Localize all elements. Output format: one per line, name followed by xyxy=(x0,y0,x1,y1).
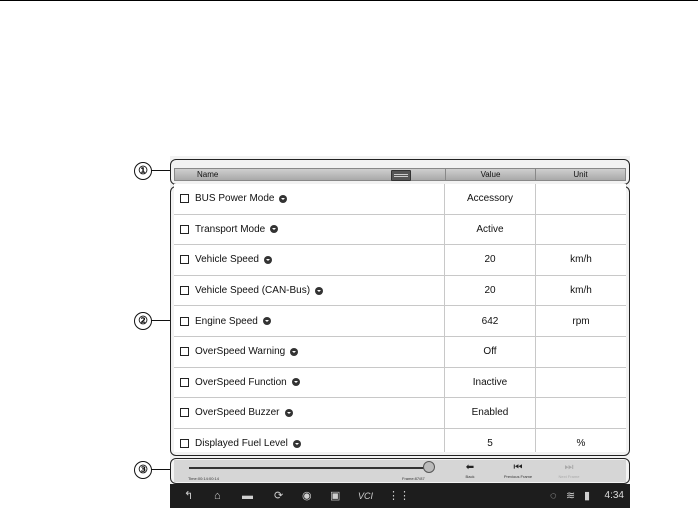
dropdown-icon[interactable] xyxy=(279,195,287,203)
refresh-icon[interactable]: ⟳ xyxy=(274,490,284,502)
table-row[interactable] xyxy=(174,398,626,429)
row-value: Accessory xyxy=(444,184,535,214)
row-name: Vehicle Speed xyxy=(195,254,259,266)
row-checkbox[interactable] xyxy=(180,347,189,356)
home-icon[interactable]: ⌂ xyxy=(214,490,221,502)
table-row[interactable] xyxy=(174,337,626,368)
dropdown-icon[interactable] xyxy=(264,256,272,264)
row-value: Inactive xyxy=(444,368,535,398)
row-value: 20 xyxy=(444,276,535,306)
row-unit xyxy=(535,368,626,398)
dropdown-icon[interactable] xyxy=(270,225,278,233)
back-arrow-icon[interactable]: ↰ xyxy=(184,490,194,502)
row-unit xyxy=(535,215,626,245)
recent-apps-icon[interactable]: ▬ xyxy=(242,490,253,502)
frame-slider-track[interactable] xyxy=(189,467,429,469)
row-unit: km/h xyxy=(535,276,626,306)
dropdown-icon[interactable] xyxy=(285,409,293,417)
playback-bar xyxy=(174,460,626,482)
callout-3: ③ xyxy=(134,461,152,479)
row-value: Off xyxy=(444,337,535,367)
row-checkbox[interactable] xyxy=(180,378,189,387)
dropdown-icon[interactable] xyxy=(292,378,300,386)
row-name: Engine Speed xyxy=(195,315,258,327)
callout-2: ② xyxy=(134,312,152,330)
row-unit xyxy=(535,184,626,214)
row-unit xyxy=(535,398,626,428)
row-name: OverSpeed Function xyxy=(195,376,287,388)
header-name[interactable] xyxy=(175,169,445,180)
table-row[interactable] xyxy=(174,184,626,215)
leader-line-1 xyxy=(151,170,170,171)
grid-icon[interactable]: ⋮⋮ xyxy=(388,490,410,502)
column-header xyxy=(174,168,626,181)
previous-frame-icon: ⏮ xyxy=(513,462,523,473)
clock: 4:34 xyxy=(604,490,624,501)
header-value[interactable]: Value xyxy=(445,169,535,180)
row-checkbox[interactable] xyxy=(180,317,189,326)
row-checkbox[interactable] xyxy=(180,225,189,234)
row-value: 20 xyxy=(444,245,535,275)
callout-1: ① xyxy=(134,162,152,180)
screen-icon[interactable]: ▣ xyxy=(330,490,341,502)
data-stream-list xyxy=(174,184,626,452)
dropdown-icon[interactable] xyxy=(263,317,271,325)
next-frame-icon: ⏭ xyxy=(564,462,574,473)
row-value: Enabled xyxy=(444,398,535,428)
row-checkbox[interactable] xyxy=(180,255,189,264)
header-unit[interactable]: Unit xyxy=(535,169,625,180)
row-checkbox[interactable] xyxy=(180,194,189,203)
table-row[interactable] xyxy=(174,276,626,307)
row-name: Displayed Fuel Level xyxy=(195,438,288,450)
row-name: Vehicle Speed (CAN-Bus) xyxy=(195,285,311,297)
dropdown-icon[interactable] xyxy=(290,348,298,356)
row-unit: % xyxy=(535,429,626,452)
row-checkbox[interactable] xyxy=(180,408,189,417)
leader-line-3 xyxy=(151,469,170,470)
row-checkbox[interactable] xyxy=(180,286,189,295)
dropdown-icon[interactable] xyxy=(315,287,323,295)
row-name: BUS Power Mode xyxy=(195,193,275,205)
table-row[interactable] xyxy=(174,429,626,452)
row-name: Transport Mode xyxy=(195,223,266,235)
row-unit: rpm xyxy=(535,306,626,336)
row-unit xyxy=(535,337,626,367)
camera-icon[interactable]: ◉ xyxy=(302,490,312,502)
row-name: OverSpeed Warning xyxy=(195,346,286,358)
dropdown-icon[interactable] xyxy=(293,440,301,448)
table-row[interactable] xyxy=(174,215,626,246)
table-row[interactable] xyxy=(174,245,626,276)
row-value: 5 xyxy=(444,429,535,452)
row-unit: km/h xyxy=(535,245,626,275)
time-label: Time:00:14:00:14 xyxy=(188,476,219,481)
wifi-icon: ≋ xyxy=(566,490,576,502)
battery-icon: ▮ xyxy=(584,490,591,502)
row-checkbox[interactable] xyxy=(180,439,189,448)
top-rule xyxy=(0,0,698,1)
previous-frame-button[interactable]: ⏮ Previous Frame xyxy=(498,462,538,482)
back-arrow-icon: ⬅ xyxy=(465,462,475,473)
row-value: Active xyxy=(444,215,535,245)
system-nav-bar xyxy=(170,484,630,508)
row-value: 642 xyxy=(444,306,535,336)
leader-line-2 xyxy=(151,320,170,321)
table-row[interactable] xyxy=(174,306,626,337)
drag-handle-icon[interactable] xyxy=(391,170,411,181)
next-frame-button[interactable]: ⏭ Next Frame xyxy=(549,462,589,482)
sync-icon: ◌ xyxy=(550,490,557,502)
frame-slider-handle[interactable] xyxy=(423,461,435,473)
frame-label: Frame:87/87 xyxy=(402,476,425,481)
header-name-label: Name xyxy=(197,170,219,179)
back-button[interactable]: ⬅ Back xyxy=(450,462,490,482)
row-name: OverSpeed Buzzer xyxy=(195,407,280,419)
table-row[interactable] xyxy=(174,368,626,399)
vci-label[interactable]: VCI xyxy=(358,491,374,501)
